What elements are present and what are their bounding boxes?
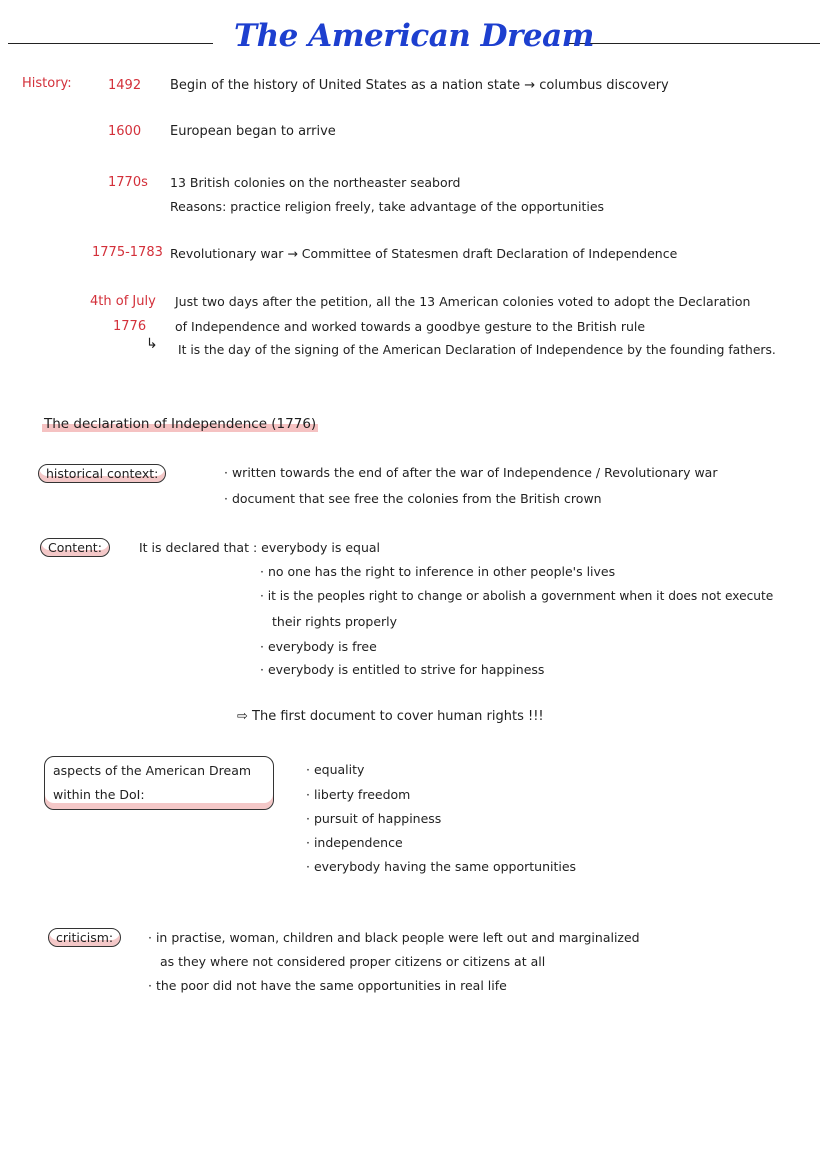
year-1600: 1600 [108,124,142,139]
year-1770s: 1770s [108,175,148,190]
year-1492: 1492 [108,78,142,93]
history-label: History: [22,76,72,91]
history-1776-line3: It is the day of the signing of the American Declaration of Independence by the founding fathers. [178,343,776,357]
content-intro: It is declared that : everybody is equal [139,540,380,555]
aspect-item-2: · liberty freedom [306,787,411,802]
history-1600-text: European began to arrive [170,124,336,139]
criticism-item-1-cont: as they where not considered proper citizens or citizens at all [160,954,546,969]
double-arrow-icon: ⇨ [237,709,248,724]
history-1776-line2: of Independence and worked towards a goodbye gesture to the British rule [175,319,646,334]
declaration-heading-text: The declaration of Independence (1776) [44,416,317,432]
historical-context-label: historical context: [38,464,166,483]
criticism-item-2: · the poor did not have the same opportunities in real life [148,978,507,993]
aspects-label-line2: within the DoI: [53,787,145,802]
content-item-1: · no one has the right to inference in other people's lives [260,564,616,579]
criticism-item-1: · in practise, woman, children and black people were left out and marginalized [148,930,640,945]
year-1775-1783: 1775-1783 [92,245,163,260]
aspect-item-4: · independence [306,835,403,850]
declaration-heading [42,416,318,432]
date-4th-of-july: 4th of July [90,294,156,309]
content-conclusion: ⇨ The first document to cover human rights !!! [237,709,544,724]
aspects-label [44,756,274,810]
content-label: Content: [40,538,110,557]
content-item-4: · everybody is entitled to strive for happiness [260,662,545,677]
context-item-1: · written towards the end of after the war of Independence / Revolutionary war [224,465,718,480]
content-item-2: · it is the peoples right to change or abolish a government when it does not execute [260,589,774,603]
history-1775-text: Revolutionary war → Committee of Statesmen draft Declaration of Independence [170,246,678,261]
arrow-return-icon: ↳ [146,336,158,352]
criticism-label: criticism: [48,928,121,947]
content-item-3: · everybody is free [260,639,377,654]
aspects-label-line1: aspects of the American Dream [53,763,252,778]
context-item-2: · document that see free the colonies from the British crown [224,491,602,506]
history-1770s-line1: 13 British colonies on the northeaster seabord [170,175,461,190]
aspect-item-3: · pursuit of happiness [306,811,442,826]
aspect-item-5: · everybody having the same opportunities [306,859,577,874]
history-1492-text: Begin of the history of United States as a nation state → columbus discovery [170,78,669,93]
history-1776-line1: Just two days after the petition, all the 13 American colonies voted to adopt the Declaration [175,294,751,309]
aspect-item-1: · equality [306,762,365,777]
content-item-2-cont: their rights properly [272,614,398,629]
page-title: The American Dream [234,18,594,54]
year-1776: 1776 [113,319,147,334]
history-1770s-line2: Reasons: practice religion freely, take advantage of the opportunities [170,199,605,214]
